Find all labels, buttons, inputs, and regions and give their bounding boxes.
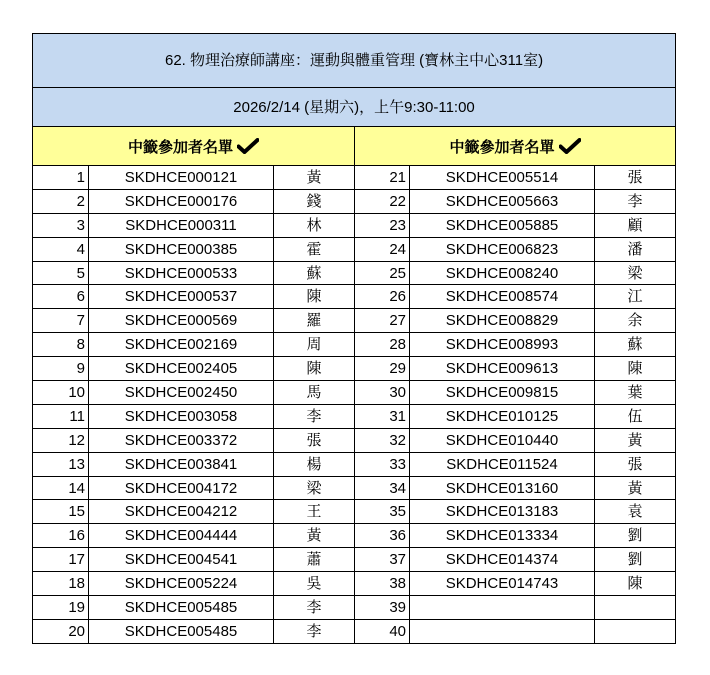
left-list-header [33, 127, 355, 166]
right-row-number-cell: 31 [355, 404, 410, 428]
right-row-number-cell: 25 [355, 261, 410, 285]
right-row-number-cell: 30 [355, 381, 410, 405]
right-member-code-cell [410, 619, 595, 643]
date-row [33, 88, 676, 127]
left-surname-cell: 楊 [274, 452, 355, 476]
left-row-number-cell: 15 [33, 500, 89, 524]
event-date: 2026/2/14 (星期六)，上午9:30-11:00 [33, 88, 676, 127]
table-row [33, 548, 676, 572]
right-row-number-cell: 21 [355, 166, 410, 190]
right-member-code-cell [410, 596, 595, 620]
participant-sheet [32, 33, 676, 644]
right-surname-cell: 黃 [595, 476, 676, 500]
right-row-number-cell: 28 [355, 333, 410, 357]
right-row-number-cell: 22 [355, 189, 410, 213]
left-row-number-cell: 8 [33, 333, 89, 357]
right-surname-cell: 葉 [595, 381, 676, 405]
right-member-code-cell: SKDHCE014743 [410, 572, 595, 596]
left-row-number-cell: 4 [33, 237, 89, 261]
table-row [33, 166, 676, 190]
table-row [33, 213, 676, 237]
right-member-code-cell: SKDHCE010125 [410, 404, 595, 428]
right-member-code-cell: SKDHCE010440 [410, 428, 595, 452]
table-row [33, 596, 676, 620]
left-row-number-cell: 7 [33, 309, 89, 333]
left-surname-cell: 霍 [274, 237, 355, 261]
right-row-number-cell: 23 [355, 213, 410, 237]
table-row [33, 428, 676, 452]
left-member-code-cell: SKDHCE000311 [89, 213, 274, 237]
right-row-number-cell: 38 [355, 572, 410, 596]
left-member-code-cell: SKDHCE003058 [89, 404, 274, 428]
left-row-number-cell: 6 [33, 285, 89, 309]
right-row-number-cell: 24 [355, 237, 410, 261]
left-member-code-cell: SKDHCE000385 [89, 237, 274, 261]
right-member-code-cell: SKDHCE014374 [410, 548, 595, 572]
table-row [33, 285, 676, 309]
right-surname-cell [595, 619, 676, 643]
left-member-code-cell: SKDHCE000121 [89, 166, 274, 190]
right-row-number-cell: 32 [355, 428, 410, 452]
left-row-number-cell: 13 [33, 452, 89, 476]
right-member-code-cell: SKDHCE009613 [410, 357, 595, 381]
table-row [33, 572, 676, 596]
right-row-number-cell: 34 [355, 476, 410, 500]
table-row [33, 261, 676, 285]
left-surname-cell: 蕭 [274, 548, 355, 572]
left-surname-cell: 梁 [274, 476, 355, 500]
table-row [33, 524, 676, 548]
right-surname-cell: 劉 [595, 548, 676, 572]
table-row [33, 381, 676, 405]
right-surname-cell: 顧 [595, 213, 676, 237]
left-row-number-cell: 18 [33, 572, 89, 596]
right-surname-cell: 陳 [595, 357, 676, 381]
list-header-row [33, 127, 676, 166]
table-row [33, 500, 676, 524]
left-row-number-cell: 9 [33, 357, 89, 381]
right-row-number-cell: 36 [355, 524, 410, 548]
table-row [33, 619, 676, 643]
right-member-code-cell: SKDHCE009815 [410, 381, 595, 405]
left-surname-cell: 錢 [274, 189, 355, 213]
left-row-number-cell: 17 [33, 548, 89, 572]
left-surname-cell: 林 [274, 213, 355, 237]
left-row-number-cell: 1 [33, 166, 89, 190]
right-surname-cell: 余 [595, 309, 676, 333]
right-surname-cell: 江 [595, 285, 676, 309]
right-member-code-cell: SKDHCE008829 [410, 309, 595, 333]
left-member-code-cell: SKDHCE000569 [89, 309, 274, 333]
right-member-code-cell: SKDHCE013334 [410, 524, 595, 548]
right-row-number-cell: 27 [355, 309, 410, 333]
right-row-number-cell: 26 [355, 285, 410, 309]
left-surname-cell: 王 [274, 500, 355, 524]
left-row-number-cell: 16 [33, 524, 89, 548]
left-row-number-cell: 3 [33, 213, 89, 237]
right-surname-cell: 張 [595, 166, 676, 190]
left-row-number-cell: 20 [33, 619, 89, 643]
left-member-code-cell: SKDHCE000176 [89, 189, 274, 213]
right-row-number-cell: 37 [355, 548, 410, 572]
left-surname-cell: 李 [274, 619, 355, 643]
table-row [33, 404, 676, 428]
right-member-code-cell: SKDHCE005885 [410, 213, 595, 237]
right-surname-cell: 張 [595, 452, 676, 476]
right-surname-cell: 陳 [595, 572, 676, 596]
right-member-code-cell: SKDHCE005514 [410, 166, 595, 190]
table-row [33, 189, 676, 213]
left-row-number-cell: 11 [33, 404, 89, 428]
left-row-number-cell: 19 [33, 596, 89, 620]
left-member-code-cell: SKDHCE004444 [89, 524, 274, 548]
right-member-code-cell: SKDHCE013160 [410, 476, 595, 500]
left-surname-cell: 羅 [274, 309, 355, 333]
right-row-number-cell: 29 [355, 357, 410, 381]
event-title: 62. 物理治療師講座：運動與體重管理 (寶林主中心311室) [33, 34, 676, 88]
left-member-code-cell: SKDHCE002169 [89, 333, 274, 357]
left-row-number-cell: 14 [33, 476, 89, 500]
left-member-code-cell: SKDHCE003841 [89, 452, 274, 476]
right-surname-cell: 蘇 [595, 333, 676, 357]
left-surname-cell: 黃 [274, 166, 355, 190]
left-member-code-cell: SKDHCE002405 [89, 357, 274, 381]
right-surname-cell: 梁 [595, 261, 676, 285]
right-member-code-cell: SKDHCE008574 [410, 285, 595, 309]
check-icon [559, 138, 581, 154]
left-member-code-cell: SKDHCE005224 [89, 572, 274, 596]
right-list-header [355, 127, 676, 166]
right-surname-cell: 李 [595, 189, 676, 213]
left-member-code-cell: SKDHCE005485 [89, 596, 274, 620]
right-row-number-cell: 35 [355, 500, 410, 524]
right-row-number-cell: 33 [355, 452, 410, 476]
right-surname-cell: 潘 [595, 237, 676, 261]
left-surname-cell: 陳 [274, 357, 355, 381]
right-surname-cell: 劉 [595, 524, 676, 548]
left-surname-cell: 蘇 [274, 261, 355, 285]
left-member-code-cell: SKDHCE003372 [89, 428, 274, 452]
left-surname-cell: 吳 [274, 572, 355, 596]
right-row-number-cell: 40 [355, 619, 410, 643]
right-surname-cell: 伍 [595, 404, 676, 428]
right-member-code-cell: SKDHCE005663 [410, 189, 595, 213]
left-member-code-cell: SKDHCE000537 [89, 285, 274, 309]
right-surname-cell [595, 596, 676, 620]
left-surname-cell: 李 [274, 404, 355, 428]
left-row-number-cell: 2 [33, 189, 89, 213]
right-member-code-cell: SKDHCE006823 [410, 237, 595, 261]
right-member-code-cell: SKDHCE008240 [410, 261, 595, 285]
left-member-code-cell: SKDHCE005485 [89, 619, 274, 643]
table-row [33, 476, 676, 500]
table-row [33, 237, 676, 261]
left-list-header-label: 中籤參加者名單 [127, 138, 233, 156]
left-surname-cell: 馬 [274, 381, 355, 405]
left-surname-cell: 張 [274, 428, 355, 452]
left-surname-cell: 黃 [274, 524, 355, 548]
right-surname-cell: 黃 [595, 428, 676, 452]
table-row [33, 333, 676, 357]
title-row [33, 34, 676, 88]
left-member-code-cell: SKDHCE004212 [89, 500, 274, 524]
left-surname-cell: 陳 [274, 285, 355, 309]
check-icon [237, 138, 259, 154]
table-row [33, 309, 676, 333]
right-surname-cell: 袁 [595, 500, 676, 524]
left-row-number-cell: 12 [33, 428, 89, 452]
table-row [33, 452, 676, 476]
right-member-code-cell: SKDHCE011524 [410, 452, 595, 476]
table-row [33, 357, 676, 381]
right-member-code-cell: SKDHCE008993 [410, 333, 595, 357]
right-row-number-cell: 39 [355, 596, 410, 620]
right-list-header-label: 中籤參加者名單 [449, 138, 555, 156]
left-member-code-cell: SKDHCE004172 [89, 476, 274, 500]
left-surname-cell: 周 [274, 333, 355, 357]
left-row-number-cell: 5 [33, 261, 89, 285]
right-member-code-cell: SKDHCE013183 [410, 500, 595, 524]
left-member-code-cell: SKDHCE004541 [89, 548, 274, 572]
left-surname-cell: 李 [274, 596, 355, 620]
left-member-code-cell: SKDHCE000533 [89, 261, 274, 285]
left-member-code-cell: SKDHCE002450 [89, 381, 274, 405]
left-row-number-cell: 10 [33, 381, 89, 405]
